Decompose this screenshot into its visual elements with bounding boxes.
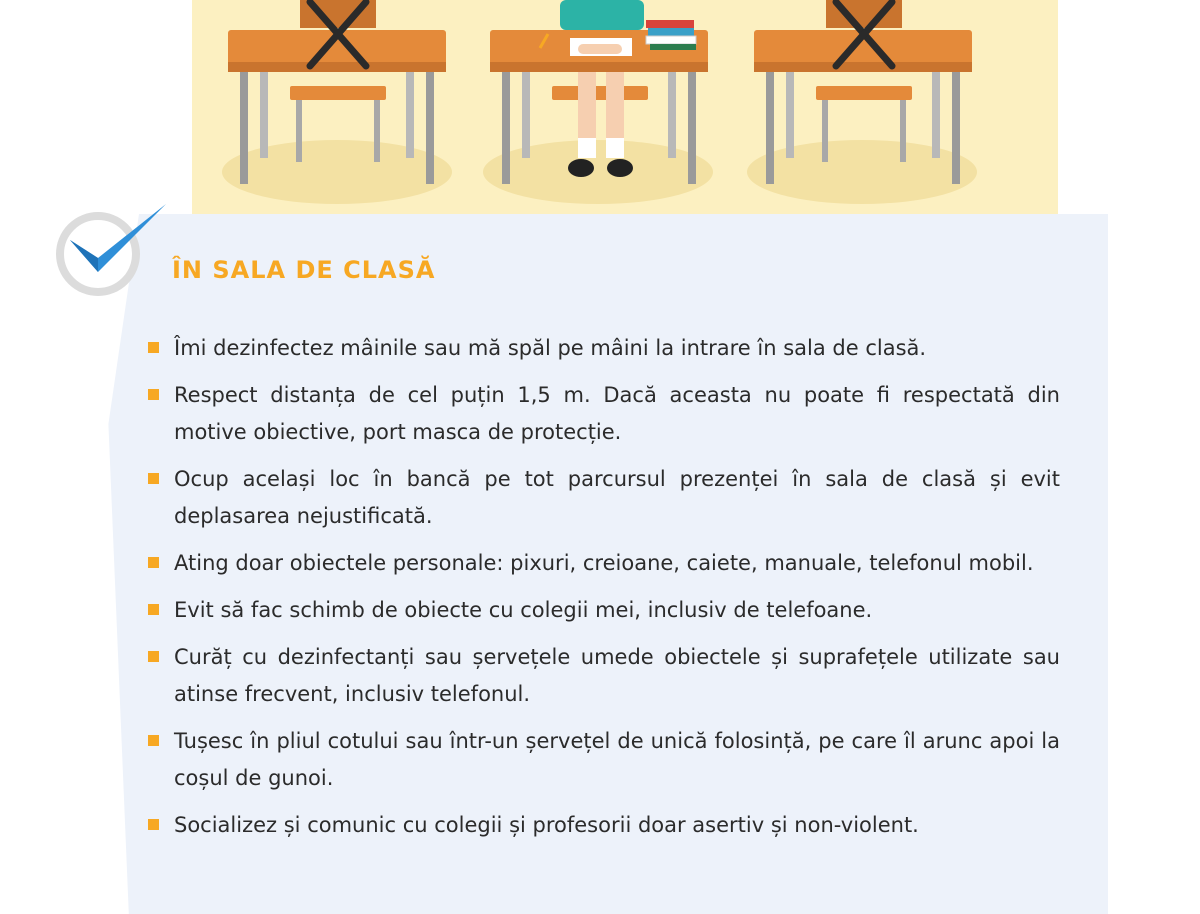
bullet-marker [148,604,159,615]
rule-text: Ating doar obiectele personale: pixuri, creioane, caiete, manuale, telefonul mobil. [174,551,1034,575]
rule-text: Ocup același loc în bancă pe tot parcursul prezenței în sala de clasă și evit deplasarea nejustificată. [174,467,1060,528]
desk-shadow-left [222,140,452,204]
list-item [148,807,1060,844]
bullet-marker [148,473,159,484]
list-item [148,461,1060,535]
list-item [148,545,1060,582]
rule-text: Respect distanța de cel puțin 1,5 m. Dacă aceasta nu poate fi respectată din motive obiective, port masca de protecție. [174,383,1060,444]
rule-text: Curăț cu dezinfectanți sau șervețele umede obiectele și suprafețele utilizate sau atinse frecvent, inclusiv telefonul. [174,645,1060,706]
list-item [148,639,1060,713]
bullet-marker [148,342,159,353]
rule-text: Evit să fac schimb de obiecte cu colegii mei, inclusiv de telefoane. [174,598,873,622]
rules-list [148,330,1060,854]
desk-shadow-center [483,140,713,204]
list-item [148,330,1060,367]
bullet-marker [148,735,159,746]
list-item [148,377,1060,451]
list-item [148,592,1060,629]
check-icon [56,198,170,298]
list-item [148,723,1060,797]
rule-text: Tușesc în pliul cotului sau într-un șervețel de unică folosință, pe care îl arunc apoi la coșul de gunoi. [174,729,1060,790]
classroom-illustration [192,0,1058,214]
bullet-marker [148,389,159,400]
student-hands [578,44,622,54]
section-title: ÎN SALA DE CLASĂ [172,256,436,284]
student-shirt [560,0,644,30]
book-stack [646,20,696,50]
desk-shadow-right [747,140,977,204]
bullet-marker [148,651,159,662]
rule-text: Îmi dezinfectez mâinile sau mă spăl pe mâini la intrare în sala de clasă. [174,336,927,360]
bullet-marker [148,819,159,830]
bullet-marker [148,557,159,568]
rule-text: Socializez și comunic cu colegii și profesorii doar asertiv și non-violent. [174,813,919,837]
